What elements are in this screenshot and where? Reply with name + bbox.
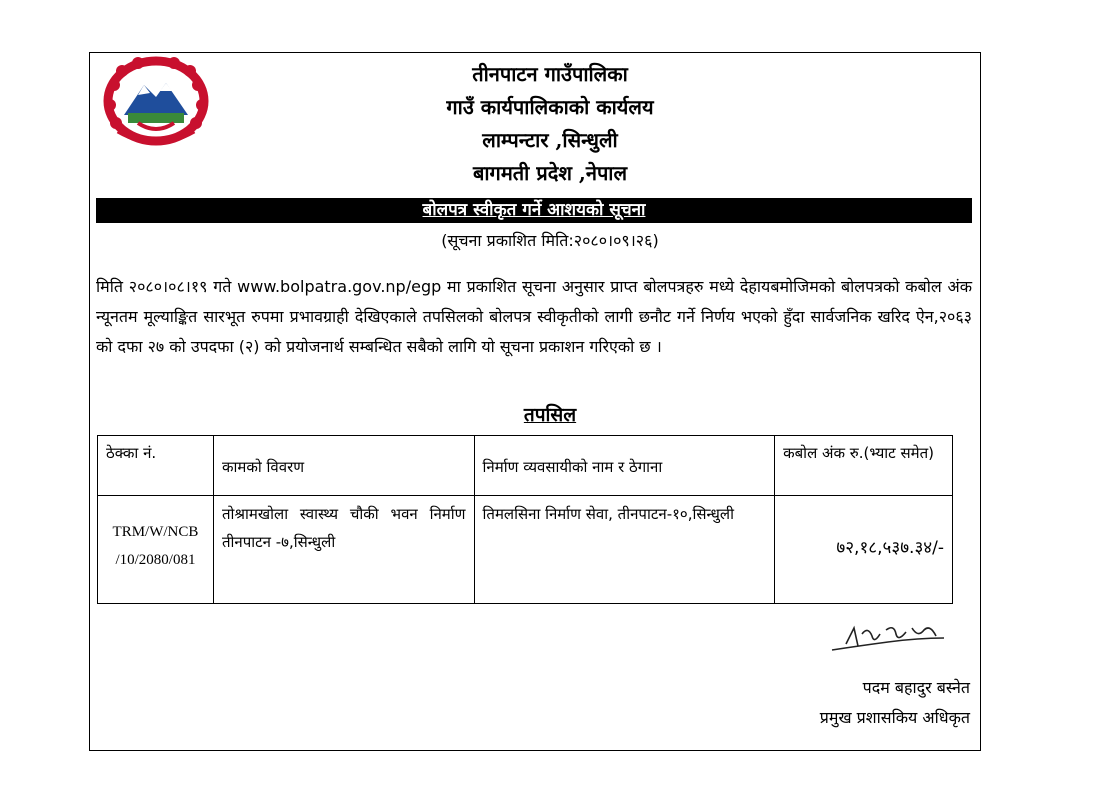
government-emblem-icon [100, 55, 212, 149]
notice-body: मिति २०८०।०८।१९ गते www.bolpatra.gov.np/egp मा प्रकाशित सूचना अनुसार प्राप्त बोलपत्रहरु मध्ये देहायबमोजिमको बोलपत्रको कबोल अंक न्यूनतम मूल्याङ्कित सारभूत रुपमा प्रभावग्राही देखिएकाले तपसिलको बोलपत्र स्वीकृतीको लागी छनौट गर्ने निर्णय भएको हुँदा सार्वजनिक खरिद ऐन,२०६३ को दफा २७ को उपदफा (२) को प्रयोजनार्थ सम्बन्धित सबैको लागि यो सूचना प्रकाशन गरिएको छ । [96, 277, 972, 356]
signature-mark [828, 620, 948, 660]
signatory-block [760, 673, 970, 733]
tender-table [97, 435, 953, 604]
published-date: (सूचना प्रकाशित मिति:२०८०।०९।२६) [441, 231, 659, 250]
notice-title: बोलपत्र स्वीकृत गर्ने आशयको सूचना [422, 200, 646, 220]
header-description: कामको विवरण [213, 436, 474, 496]
description-cell: तोश्रामखोला स्वास्थ्य चौकी भवन निर्माण तीनपाटन -७,सिन्धुली [213, 496, 474, 604]
municipality-name: तीनपाटन गाउँपालिका [472, 62, 628, 86]
header-contract-no: ठेक्का नं. [98, 436, 214, 496]
office-address: लाम्पन्टार ,सिन्धुली [482, 128, 618, 152]
province-country: बागमती प्रदेश ,नेपाल [472, 161, 628, 185]
header-contractor: निर्माण व्यवसायीको नाम र ठेगाना [474, 436, 775, 496]
signatory-designation: प्रमुख प्रशासकिय अधिकृत [819, 708, 970, 727]
table-header-row [98, 436, 953, 496]
header-amount: कबोल अंक रु.(भ्याट समेत) [775, 436, 953, 496]
table-row [98, 496, 953, 604]
office-header [300, 58, 800, 190]
amount-cell: ७२,१८,५३७.३४/- [775, 496, 953, 604]
notice-title-bar [96, 198, 972, 223]
contractor-cell: तिमलसिना निर्माण सेवा, तीनपाटन-१०,सिन्धुली [474, 496, 775, 604]
signatory-name: पदम बहादुर बस्नेत [862, 678, 970, 697]
section-title: तपसिल [523, 404, 577, 426]
contract-no-cell: TRM/W/NCB /10/2080/081 [98, 496, 214, 604]
office-name: गाउँ कार्यपालिकाको कार्यलय [446, 95, 654, 119]
